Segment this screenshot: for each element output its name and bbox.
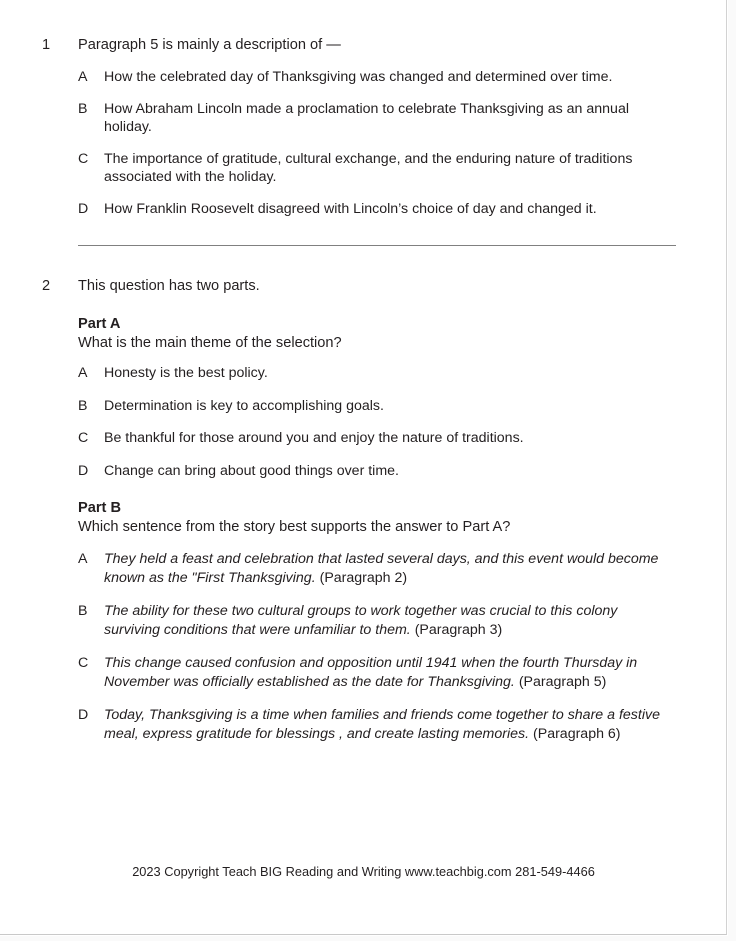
option-quote: They held a feast and celebration that lasted several days, and this event would become known as the "First Thanksgiving.	[104, 551, 659, 586]
option-letter: A	[78, 551, 88, 567]
part-b-options	[78, 550, 677, 743]
option-citation: (Paragraph 5)	[518, 673, 607, 690]
question-2-wrapper	[0, 277, 727, 743]
part-a-prompt: What is the main theme of the selection?	[78, 335, 342, 351]
option-citation: (Paragraph 6)	[533, 725, 621, 742]
option-text: Honesty is the best policy.	[104, 365, 268, 381]
option-text: How Abraham Lincoln made a proclamation to celebrate Thanksgiving as an annual holiday.	[104, 100, 629, 135]
option-letter: B	[78, 100, 88, 117]
part-a-option-c[interactable]	[78, 429, 677, 448]
option-quote: The ability for these two cultural groups to work together was crucial to this colony surviving conditions that were unfamiliar to them.	[104, 603, 618, 638]
option-text: The importance of gratitude, cultural exchange, and the enduring nature of traditions associated with the holiday.	[104, 150, 633, 185]
part-a-option-b[interactable]	[78, 397, 677, 416]
option-letter: B	[78, 397, 88, 414]
option-text: Change can bring about good things over time.	[104, 462, 399, 479]
page-footer: 2023 Copyright Teach BIG Reading and Writing www.teachbig.com 281-549-4466	[132, 864, 595, 879]
option-letter: D	[78, 707, 89, 723]
option-citation: (Paragraph 3)	[414, 621, 503, 638]
question-2	[0, 277, 727, 743]
option-quote: Today, Thanksgiving is a time when families and friends come together to share a festive meal, express gratitude for blessings , and create lasting memories.	[104, 707, 660, 742]
part-a-options	[78, 364, 677, 480]
option-text	[104, 550, 677, 587]
right-gutter	[728, 0, 736, 941]
part-b-option-a[interactable]	[78, 550, 677, 587]
option-text: Determination is key to accomplishing goals.	[104, 397, 384, 414]
question-2-stem: This question has two parts.	[78, 278, 260, 294]
option-letter: C	[78, 150, 89, 167]
part-b-prompt: Which sentence from the story best supports the answer to Part A?	[78, 519, 511, 535]
part-a-option-a[interactable]	[78, 364, 677, 383]
option-text: How Franklin Roosevelt disagreed with Lincoln’s choice of day and changed it.	[104, 200, 597, 217]
question-1	[0, 36, 727, 218]
question-1-option-b[interactable]	[78, 100, 676, 137]
question-1-number: 1	[42, 37, 51, 53]
option-text: Be thankful for those around you and enjoy the nature of traditions.	[104, 430, 524, 446]
option-letter: A	[78, 69, 88, 85]
question-1-stem: Paragraph 5 is mainly a description of —	[78, 37, 341, 53]
part-a-block	[78, 315, 677, 480]
question-1-option-c[interactable]	[78, 150, 676, 187]
option-letter: A	[78, 365, 88, 381]
question-1-options	[78, 68, 677, 218]
part-a-option-d[interactable]	[78, 462, 677, 481]
option-letter: C	[78, 430, 89, 446]
part-b-block	[78, 499, 677, 743]
option-letter: D	[78, 200, 89, 217]
option-citation: (Paragraph 2)	[319, 569, 408, 586]
part-b-title: Part B	[78, 500, 121, 516]
part-a-title: Part A	[78, 316, 121, 332]
question-1-option-d[interactable]	[78, 200, 676, 219]
part-b-option-d[interactable]	[78, 706, 677, 743]
question-2-number: 2	[42, 278, 51, 294]
option-quote: This change caused confusion and opposition until 1941 when the fourth Thursday in November was officially established as the date for Thanksgiving.	[104, 655, 638, 690]
option-letter: D	[78, 462, 89, 479]
question-divider	[0, 245, 727, 246]
option-text	[104, 706, 677, 743]
part-b-option-b[interactable]	[78, 602, 677, 639]
option-letter: B	[78, 603, 88, 619]
question-1-option-a[interactable]	[78, 68, 676, 87]
part-b-option-c[interactable]	[78, 654, 677, 691]
option-letter: C	[78, 655, 89, 671]
option-text: How the celebrated day of Thanksgiving was changed and determined over time.	[104, 69, 613, 85]
option-text	[104, 654, 677, 691]
bottom-gutter	[0, 936, 736, 941]
horizontal-rule	[78, 245, 676, 246]
option-text	[104, 602, 677, 639]
